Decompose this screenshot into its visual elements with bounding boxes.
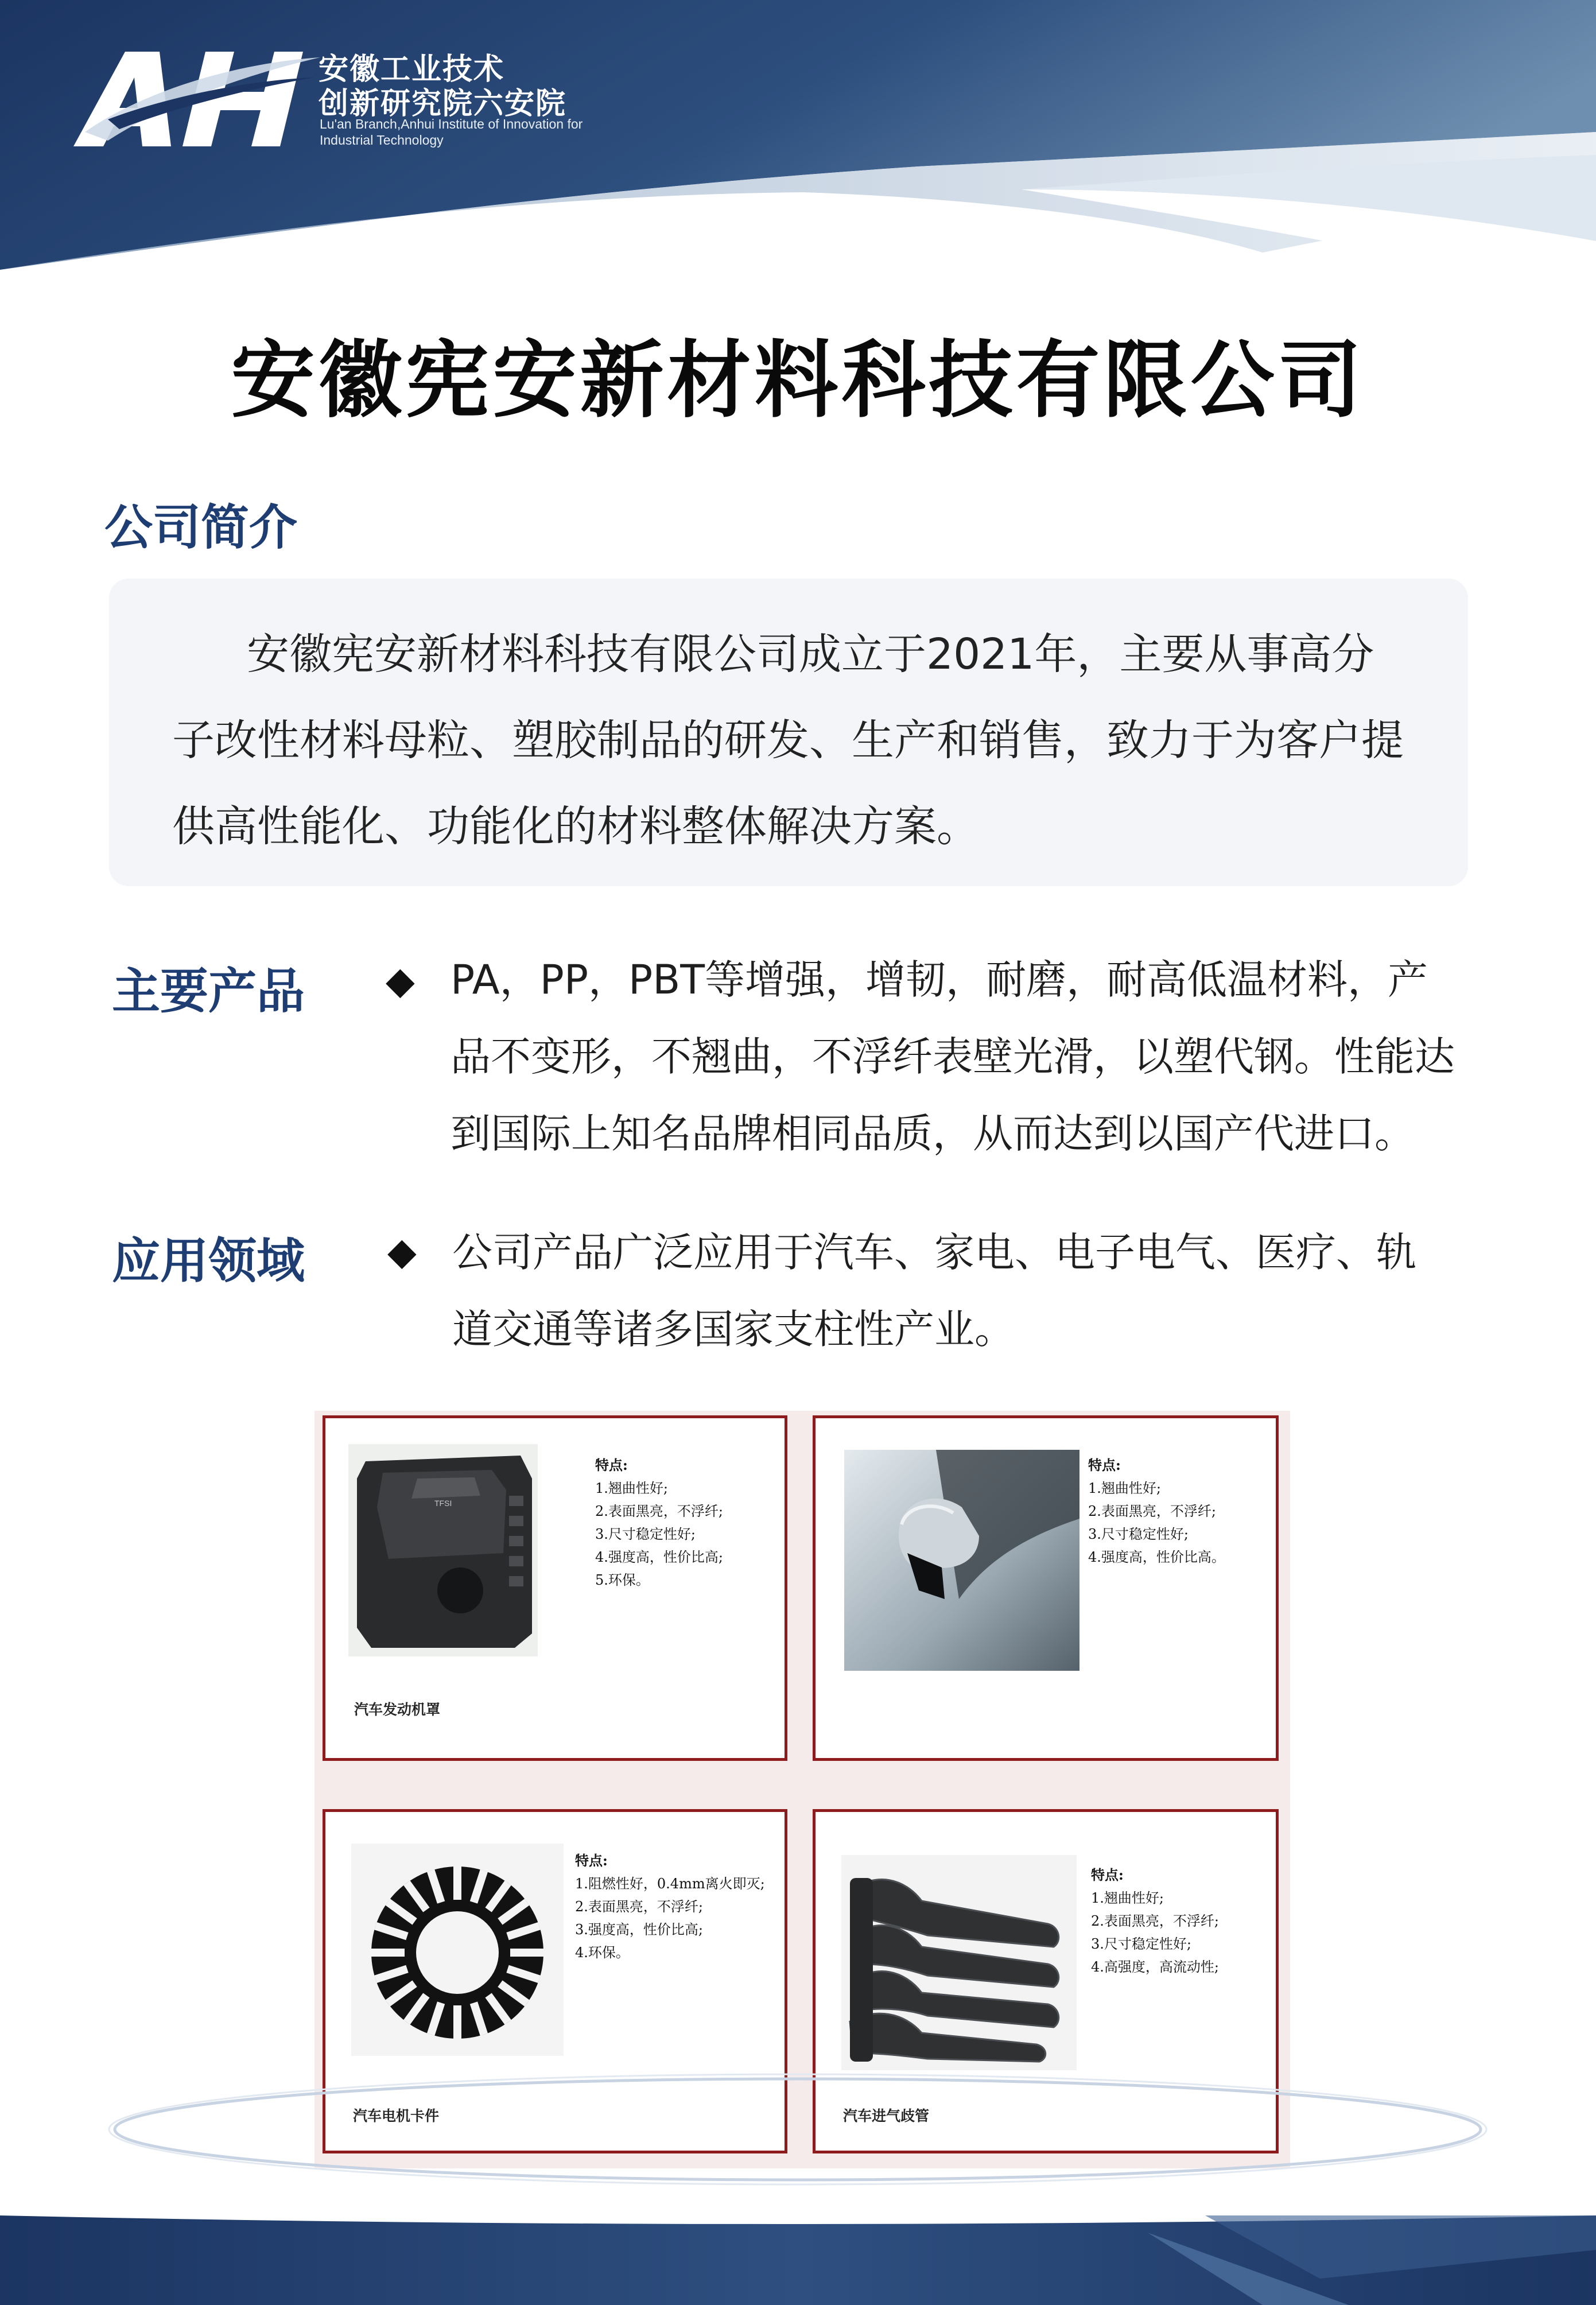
motor-clip-photo — [351, 1844, 564, 2056]
intro-heading: 公司简介 — [104, 499, 298, 556]
feature-item: 4.强度高，性价比高。 — [1088, 1549, 1225, 1565]
card-features — [595, 1454, 723, 1592]
feature-item: 1.翘曲性好; — [1088, 1480, 1161, 1496]
motor-clip-slot — [453, 2005, 461, 2039]
logo-mark — [73, 46, 320, 149]
products-heading: 主要产品 — [112, 963, 305, 1019]
feature-item: 2.表面黑亮，不浮纤; — [1091, 1913, 1219, 1929]
card-features — [575, 1849, 765, 1964]
feature-item: 5.环保。 — [595, 1572, 650, 1588]
applications-heading: 应用领域 — [112, 1233, 305, 1289]
decorative-ellipse — [0, 2043, 1596, 2215]
feature-item: 1.翘曲性好; — [595, 1480, 668, 1496]
intake-manifold-photo — [841, 1855, 1077, 2070]
footer-banner — [0, 2215, 1596, 2305]
features-title: 特点: — [575, 1852, 608, 1869]
product-card-mirror — [813, 1415, 1279, 1761]
feature-item: 4.强度高，性价比高; — [595, 1549, 723, 1565]
header-banner — [0, 0, 1596, 298]
motor-clip-slot — [371, 1949, 405, 1957]
feature-item: 3.尺寸稳定性好; — [1088, 1526, 1189, 1542]
features-title: 特点: — [595, 1457, 628, 1473]
logo-chinese-line-2: 创新研究院六安院 — [319, 87, 567, 121]
feature-item: 2.表面黑亮，不浮纤; — [575, 1899, 703, 1915]
feature-item: 1.阻燃性好，0.4mm离火即灭; — [575, 1876, 765, 1892]
feature-item: 3.强度高，性价比高; — [575, 1922, 703, 1938]
applications-text: 公司产品广泛应用于汽车、家电、电子电气、医疗、轨道交通等诸多国家支柱性产业。 — [452, 1229, 1416, 1353]
applications-bullet-icon: ◆ — [387, 1229, 417, 1274]
feature-item: 2.表面黑亮，不浮纤; — [1088, 1503, 1216, 1519]
company-title: 安徽宪安新材料科技有限公司 — [231, 332, 1365, 429]
feature-item: 3.尺寸稳定性好; — [1091, 1936, 1191, 1952]
feature-item: 1.翘曲性好; — [1091, 1890, 1164, 1906]
logo-english-line-2: Industrial Technology — [320, 133, 444, 148]
card-caption: 汽车电机卡件 — [353, 2108, 440, 2124]
motor-clip-hole — [416, 1911, 499, 1994]
feature-item: 4.环保。 — [575, 1945, 630, 1961]
card-features — [1088, 1454, 1225, 1569]
features-title: 特点: — [1088, 1457, 1121, 1473]
feature-item: 2.表面黑亮，不浮纤; — [595, 1503, 723, 1519]
card-features — [1091, 1864, 1219, 1978]
logo-chinese-line-1: 安徽工业技术 — [319, 52, 505, 87]
products-bullet-icon: ◆ — [386, 959, 415, 1003]
header-background — [0, 0, 1596, 298]
products-text: PA，PP，PBT等增强，增韧，耐磨，耐高低温材料，产品不变形，不翘曲，不浮纤表壁光滑，以塑代钢。性能达到国际上知名品牌相同品质，从而达到以国产代进口。 — [451, 956, 1455, 1157]
card-caption: 汽车发动机罩 — [354, 1701, 441, 1718]
engine-cover-label: TFSI — [434, 1499, 452, 1508]
car-mirror-photo — [844, 1450, 1079, 1671]
feature-item: 4.高强度，高流动性; — [1091, 1959, 1219, 1975]
logo-english-line-1: Lu'an Branch,Anhui Institute of Innovation for — [320, 117, 583, 131]
motor-clip-slot — [510, 1949, 543, 1957]
features-title: 特点: — [1091, 1866, 1124, 1883]
product-card-engine-cover — [323, 1415, 787, 1761]
card-caption: 汽车进气歧管 — [843, 2108, 930, 2124]
intro-text: 安徽宪安新材料科技有限公司成立于2021年，主要从事高分子改性材料母粒、塑胶制品的研发、生产和销售，致力于为客户提供高性能化、功能化的材料整体解决方案。 — [172, 630, 1404, 851]
feature-item: 3.尺寸稳定性好; — [595, 1526, 696, 1542]
engine-cover-photo — [348, 1444, 538, 1656]
motor-clip-slot — [453, 1866, 461, 1900]
